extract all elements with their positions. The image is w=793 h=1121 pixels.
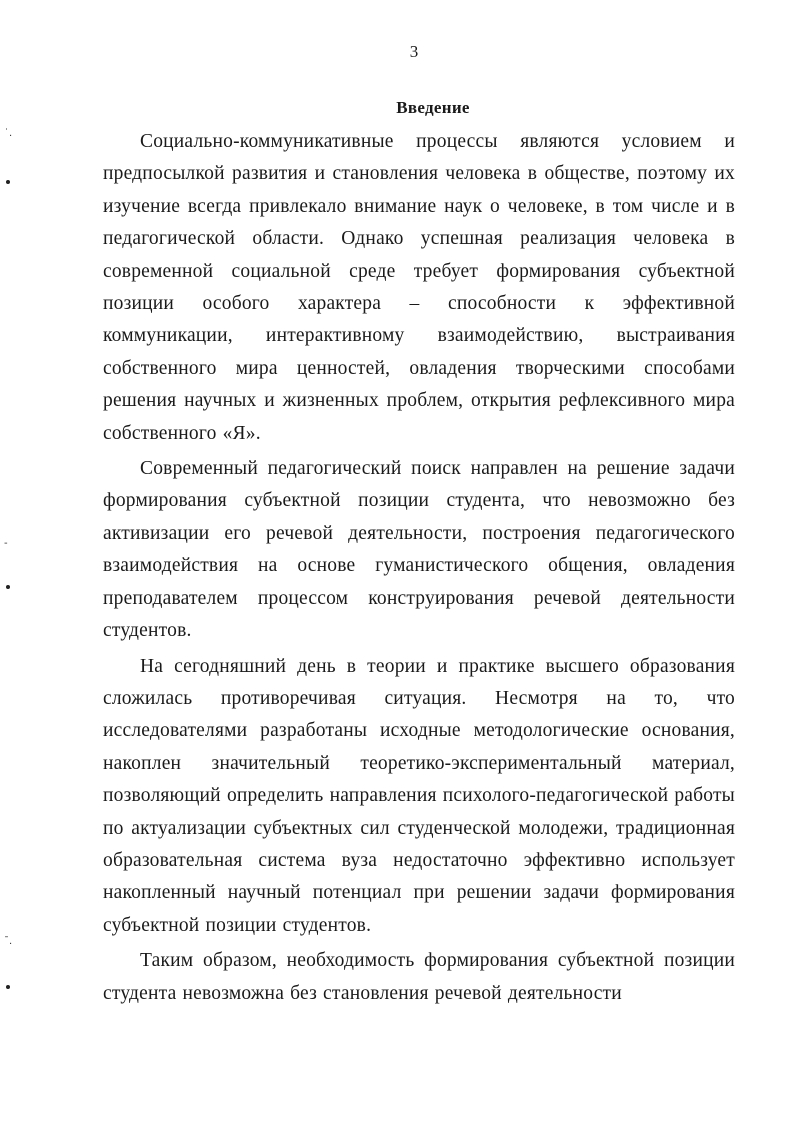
paragraph: На сегодняшний день в теории и практике высшего образования сложилась противоречивая ситуация. Несмотря на то, что исследователями разработаны исходные методологические основания, накоплен значительный теоретико-экспериментальный материал, позволяющий определить направления психолого-педагогической работы по актуализации субъектных сил студенческой молодежи, традиционная образовательная система вуза недостаточно эффективно использует накопленный научный потенциал при решении задачи формирования субъектной позиции студентов. bbox=[103, 655, 735, 936]
scan-artifact bbox=[6, 585, 10, 589]
scan-artifact bbox=[6, 180, 10, 184]
scan-artifact bbox=[6, 985, 10, 989]
section-heading: Введение bbox=[396, 98, 470, 117]
page-number: 3 bbox=[409, 42, 419, 61]
paragraph: Таким образом, необходимость формирования субъектной позиции студента невозможна без становления речевой деятельности bbox=[103, 950, 735, 1004]
scan-artifact: ˙. bbox=[4, 128, 13, 139]
paragraph: Современный педагогический поиск направлен на решение задачи формирования субъектной позиции студента, что невозможно без активизации его речевой деятельности, построения педагогического взаимодействия на основе гуманистического общения, овладения преподавателем процессом конструирования речевой деятельности студентов. bbox=[103, 458, 735, 642]
body-text bbox=[103, 126, 735, 1010]
scan-artifact: - bbox=[4, 538, 8, 549]
paragraph: Социально-коммуникативные процессы являются условием и предпосылкой развития и становления человека в обществе, поэтому их изучение всегда привлекало внимание наук о человеке, в том числе и в педагогической области. Однако успешная реализация человека в современной социальной среде требует формирования субъектной позиции особого характера – способности к эффективной коммуникации, интерактивному взаимодействию, выстраивания собственного мира ценностей, овладения творческими способами решения научных и жизненных проблем, открытия рефлексивного мира собственного «Я». bbox=[103, 131, 735, 444]
scan-artifact: ˉ. bbox=[4, 936, 13, 947]
